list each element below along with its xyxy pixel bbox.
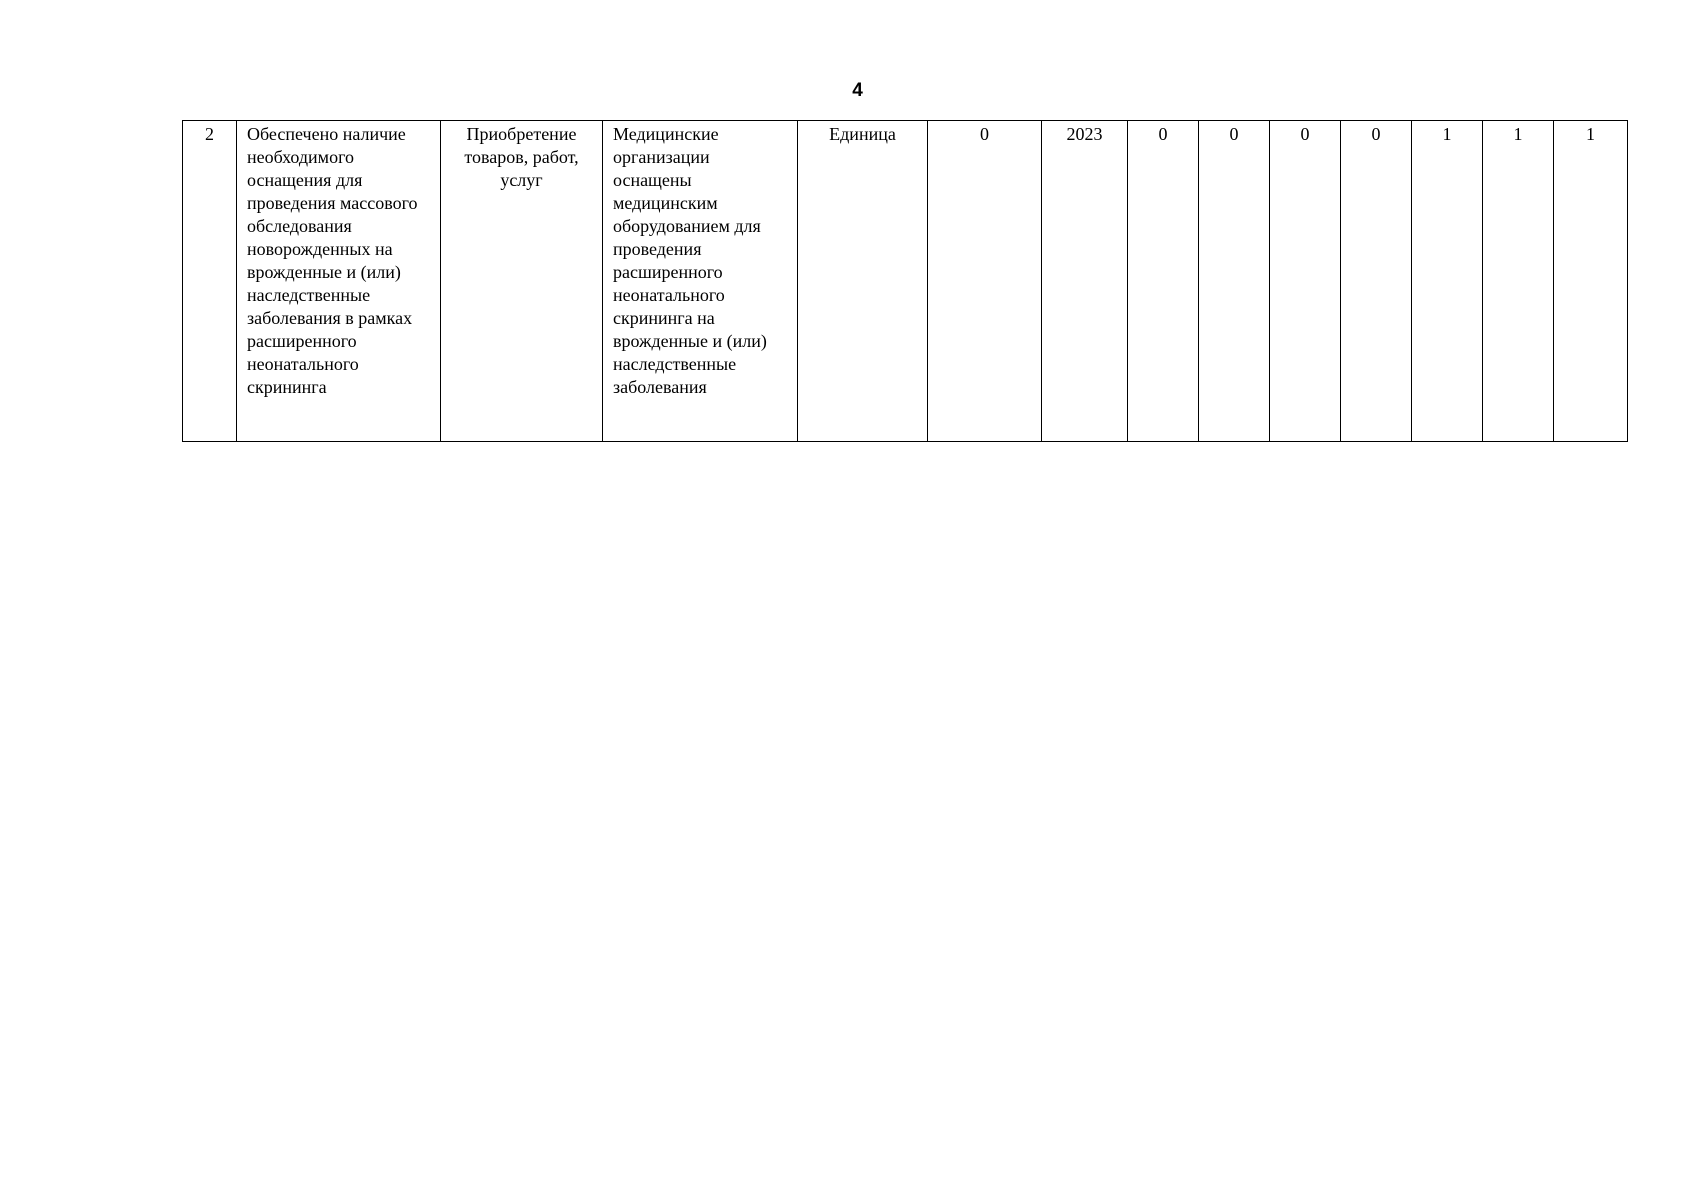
value-6: 1	[1513, 124, 1523, 144]
characteristic-cell	[603, 121, 798, 442]
type-text: Приобретение товаров, работ, услуг	[464, 124, 579, 190]
characteristic-text: Медицинские организации оснащены медицинским оборудованием для проведения расширенного неонатального скрининга на врожденные и (или) наследственные заболевания	[613, 124, 767, 397]
value-7: 1	[1586, 124, 1595, 144]
value-cell	[1199, 121, 1270, 442]
row-number-cell	[183, 121, 237, 442]
value-cell	[1554, 121, 1628, 442]
type-cell	[441, 121, 603, 442]
value-cell	[1341, 121, 1412, 442]
value-cell	[1128, 121, 1199, 442]
base-year: 2023	[1066, 124, 1103, 144]
result-cell	[237, 121, 441, 442]
value-cell	[1483, 121, 1554, 442]
base-year-cell	[1042, 121, 1128, 442]
page-number: 4	[852, 80, 863, 101]
value-4: 0	[1371, 124, 1381, 144]
table-row	[183, 121, 1628, 442]
row-number: 2	[205, 124, 214, 144]
value-cell	[1270, 121, 1341, 442]
value-5: 1	[1442, 124, 1452, 144]
value-3: 0	[1300, 124, 1310, 144]
base-value: 0	[980, 124, 989, 144]
value-cell	[1412, 121, 1483, 442]
value-2: 0	[1229, 124, 1239, 144]
base-value-cell	[928, 121, 1042, 442]
unit-cell	[798, 121, 928, 442]
result-text: Обеспечено наличие необходимого оснащения для проведения массового обследования новорожденных на врожденные и (или) наследственные заболевания в рамках расширенного неонатального скрининга	[247, 124, 418, 397]
unit-text: Единица	[829, 124, 896, 144]
value-1: 0	[1158, 124, 1168, 144]
results-table	[182, 120, 1628, 442]
